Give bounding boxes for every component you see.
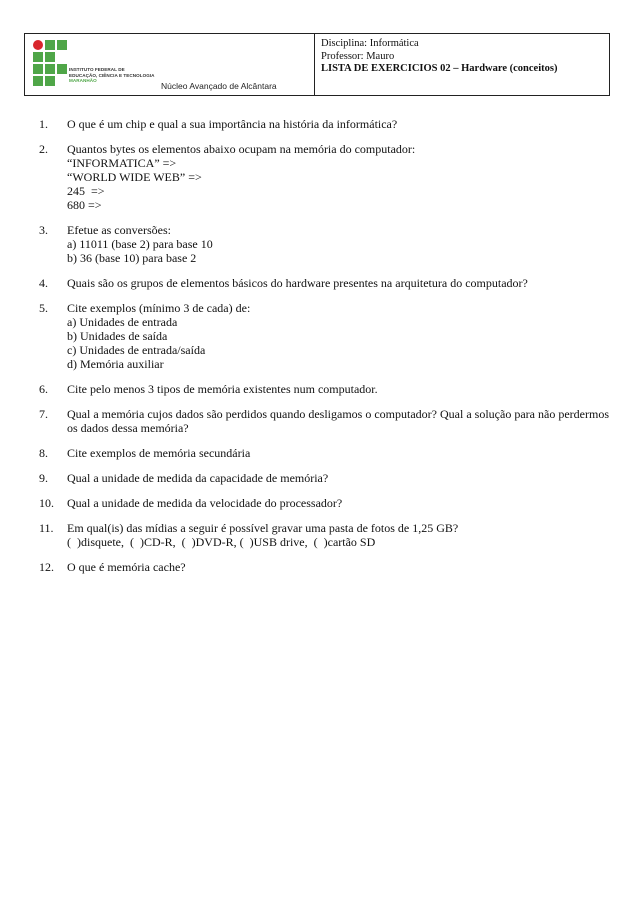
nucleo-label: Núcleo Avançado de Alcântara — [161, 81, 277, 91]
question-subitem: “WORLD WIDE WEB” => — [67, 170, 202, 184]
question-text: O que é um chip e qual a sua importância na história da informática? — [67, 117, 398, 131]
question-item — [39, 382, 609, 396]
question-item — [39, 301, 609, 371]
institute-name: INSTITUTO FEDERAL DE EDUCAÇÃO, CIÊNCIA E TECNOLOGIA MARANHÃO — [69, 67, 155, 84]
question-item — [39, 142, 609, 212]
question-number: 10. — [39, 496, 54, 510]
question-subitem: c) Unidades de entrada/saída — [67, 343, 206, 357]
lista-title: LISTA DE EXERCICIOS 02 – Hardware (conceitos) — [321, 63, 558, 74]
question-item — [39, 407, 609, 435]
question-item — [39, 276, 609, 290]
question-text: Em qual(is) das mídias a seguir é possível gravar uma pasta de fotos de 1,25 GB? — [67, 521, 459, 535]
question-item — [39, 471, 609, 485]
question-number: 7. — [39, 407, 48, 421]
question-subitem: “INFORMATICA” => — [67, 156, 177, 170]
question-number: 4. — [39, 276, 48, 290]
question-number: 11. — [39, 521, 54, 535]
ifma-logo-icon — [33, 40, 67, 86]
question-number: 5. — [39, 301, 48, 315]
professor-label: Professor: Mauro — [321, 50, 395, 62]
question-number: 12. — [39, 560, 54, 574]
question-text: O que é memória cache? — [67, 560, 186, 574]
question-number: 1. — [39, 117, 48, 131]
header-info-cell — [315, 34, 609, 95]
question-text: Cite pelo menos 3 tipos de memória existentes num computador. — [67, 382, 378, 396]
question-item — [39, 223, 609, 265]
question-text: Qual a unidade de medida da capacidade de memória? — [67, 471, 329, 485]
question-text: Cite exemplos de memória secundária — [67, 446, 251, 460]
question-item — [39, 496, 609, 510]
question-item — [39, 117, 609, 131]
question-subitem: d) Memória auxiliar — [67, 357, 164, 371]
question-number: 6. — [39, 382, 48, 396]
header-table — [24, 33, 610, 96]
question-text: Cite exemplos (mínimo 3 de cada) de: — [67, 301, 251, 315]
question-subitem: a) 11011 (base 2) para base 10 — [67, 237, 213, 251]
question-text: Quantos bytes os elementos abaixo ocupam na memória do computador: — [67, 142, 416, 156]
question-subitem: 245 => — [67, 184, 105, 198]
question-item — [39, 446, 609, 460]
question-subitem: 680 => — [67, 198, 102, 212]
question-subitem: ( )disquete, ( )CD-R, ( )DVD-R, ( )USB drive, ( )cartão SD — [67, 535, 376, 549]
question-number: 9. — [39, 471, 48, 485]
question-subitem: b) 36 (base 10) para base 2 — [67, 251, 197, 265]
question-item — [39, 560, 609, 574]
question-text: Qual a memória cujos dados são perdidos quando desligamos o computador? Qual a solução para não perdermos os dados dessa memória? — [67, 407, 609, 435]
question-item — [39, 521, 609, 549]
question-number: 8. — [39, 446, 48, 460]
questions-list — [39, 117, 609, 585]
question-number: 2. — [39, 142, 48, 156]
question-text: Qual a unidade de medida da velocidade do processador? — [67, 496, 343, 510]
question-number: 3. — [39, 223, 48, 237]
question-subitem: b) Unidades de saída — [67, 329, 168, 343]
disciplina-label: Disciplina: Informática — [321, 38, 419, 49]
question-text: Quais são os grupos de elementos básicos do hardware presentes na arquitetura do computador? — [67, 276, 528, 290]
question-text: Efetue as conversões: — [67, 223, 171, 237]
question-subitem: a) Unidades de entrada — [67, 315, 178, 329]
header-logo-cell — [25, 34, 315, 95]
